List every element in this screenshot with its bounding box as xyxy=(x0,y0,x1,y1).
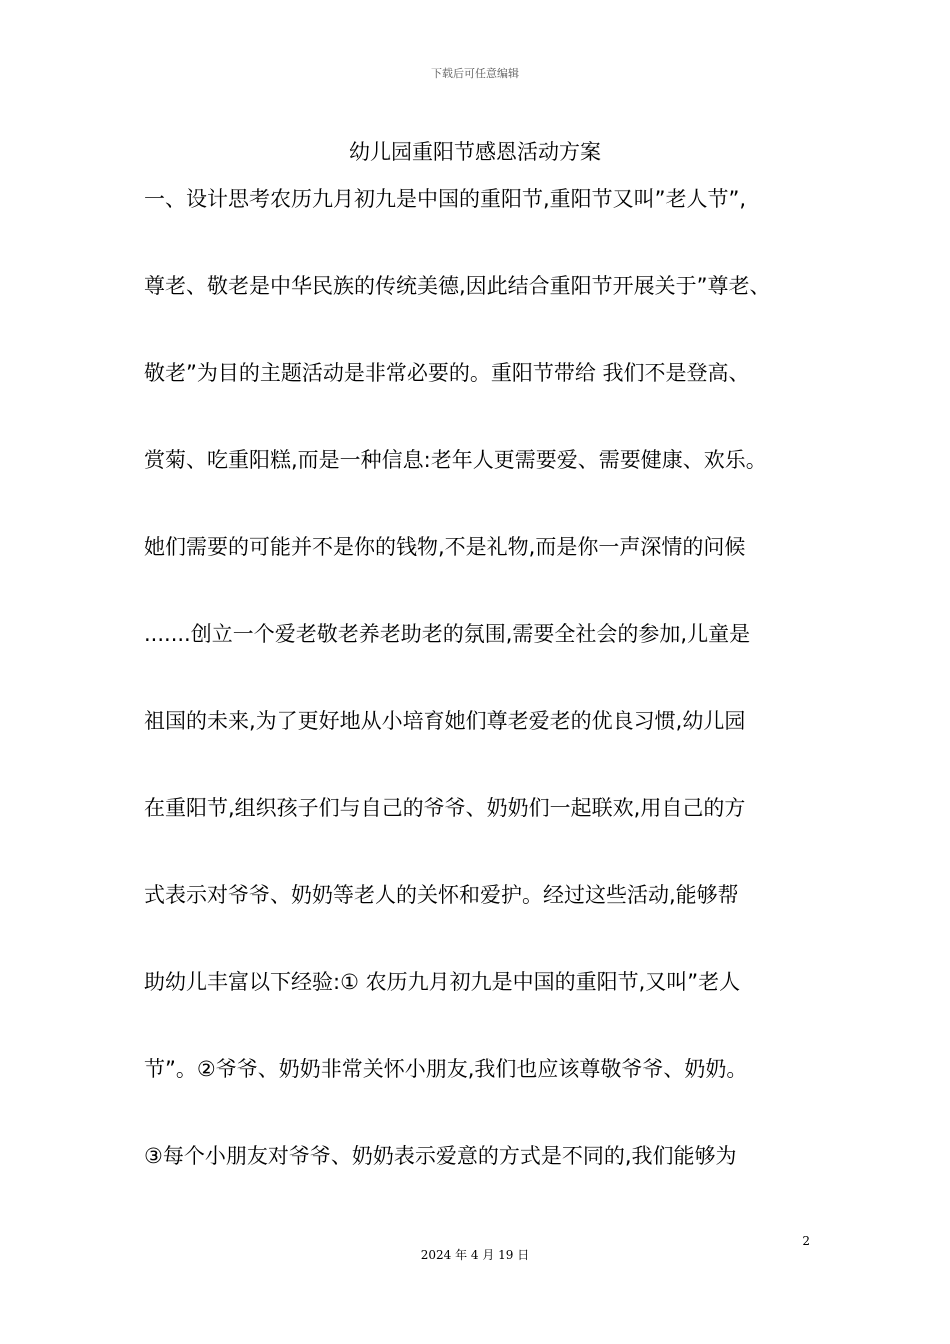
body-line: 一、设计思考农历九月初九是中国的重阳节,重阳节又叫”老人节”, xyxy=(144,187,747,211)
body-line: 她们需要的可能并不是你的钱物,不是礼物,而是你一声深情的问候 xyxy=(144,535,746,559)
body-line: 助幼儿丰富以下经验:① 农历九月初九是中国的重阳节,又叫”老人 xyxy=(144,970,741,994)
body-line: ③每个小朋友对爷爷、奶奶表示爱意的方式是不同的,我们能够为 xyxy=(144,1144,737,1168)
body-line: 祖国的未来,为了更好地从小培育她们尊老爱老的优良习惯,幼儿园 xyxy=(144,709,746,733)
body-line: 敬老”为目的主题活动是非常必要的。重阳节带给 我们不是登高、 xyxy=(144,361,750,385)
body-line: .......创立一个爱老敬老养老助老的氛围,需要全社会的参加,儿童是 xyxy=(144,622,751,646)
body-line: 在重阳节,组织孩子们与自己的爷爷、奶奶们一起联欢,用自己的方 xyxy=(144,796,746,820)
body-line: 尊老、敬老是中华民族的传统美德,因此结合重阳节开展关于”尊老、 xyxy=(144,274,771,298)
document-title: 幼儿园重阳节感恩活动方案 xyxy=(349,140,601,164)
header-note: 下载后可任意编辑 xyxy=(431,67,519,80)
footer-date: 2024 年 4 月 19 日 xyxy=(420,1248,530,1262)
body-line: 节”。②爷爷、奶奶非常关怀小朋友,我们也应该尊敬爷爷、奶奶。 xyxy=(144,1057,748,1081)
body-line: 式表示对爷爷、奶奶等老人的关怀和爱护。经过这些活动,能够帮 xyxy=(144,883,739,907)
body-line: 赏菊、吃重阳糕,而是一种信息:老年人更需要爱、需要健康、欢乐。 xyxy=(144,448,767,472)
page-number: 2 xyxy=(802,1234,810,1248)
